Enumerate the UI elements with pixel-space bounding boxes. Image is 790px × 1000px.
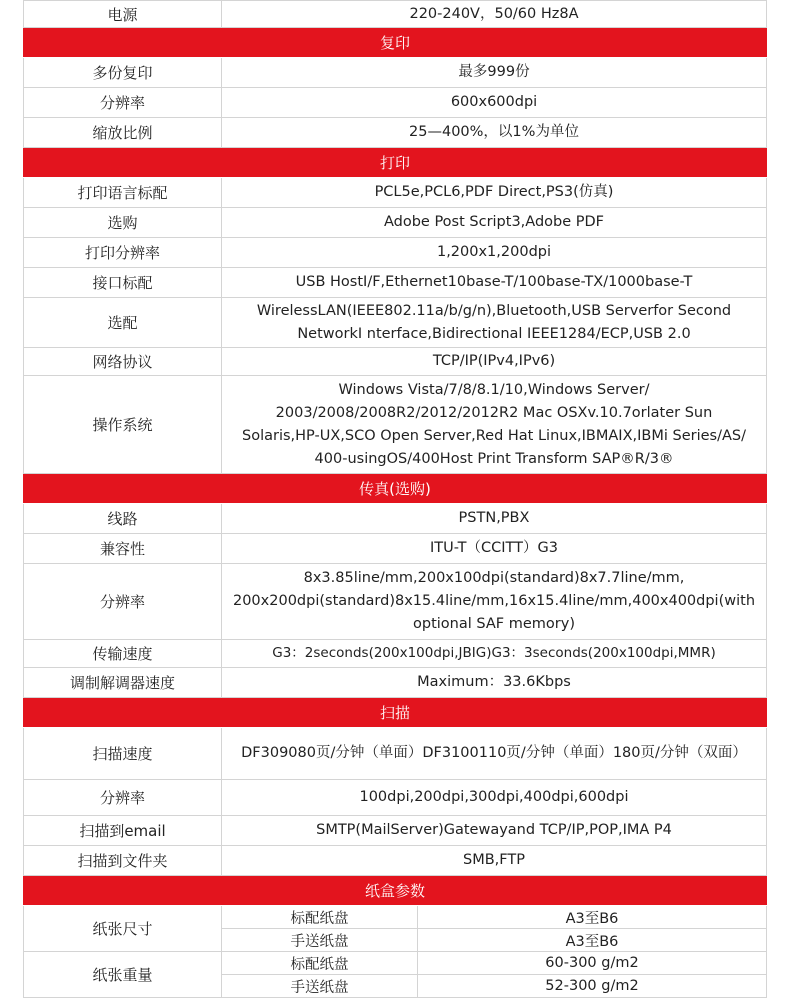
row-label: 扫描到文件夹 xyxy=(23,846,222,875)
spec-row-print-lang xyxy=(23,178,767,208)
tray-value: 60-300 g/m2 xyxy=(417,952,766,974)
row-label: 调制解调器速度 xyxy=(23,668,222,697)
row-label: 扫描速度 xyxy=(23,728,222,779)
section-header-scan: 扫描 xyxy=(23,698,767,728)
tray-value: 52-300 g/m2 xyxy=(417,975,766,997)
tray-name: 标配纸盘 xyxy=(290,956,349,973)
row-value: PCL5e,PCL6,PDF Direct,PS3(仿真) xyxy=(222,178,767,207)
spec-row-print-resolution xyxy=(23,238,767,268)
spec-row-scan-email xyxy=(23,816,767,846)
spec-row-compat xyxy=(23,534,767,564)
spec-row-scan-speed xyxy=(23,728,767,780)
row-value: Adobe Post Script3,Adobe PDF xyxy=(222,208,767,237)
spec-row-paper-weight xyxy=(23,952,767,998)
row-label: 分辨率 xyxy=(23,564,222,639)
spec-row-scan-resolution xyxy=(23,780,767,816)
spec-row-interface-opt xyxy=(23,298,767,348)
sub-table xyxy=(222,906,767,951)
section-header-fax: 传真(选购) xyxy=(23,474,767,504)
spec-row-modem xyxy=(23,668,767,698)
sub-table xyxy=(222,952,767,997)
spec-row-line xyxy=(23,504,767,534)
row-value: SMTP(MailServer)Gatewayand TCP/IP,POP,IMA P4 xyxy=(222,816,767,845)
row-value: 最多999份 xyxy=(222,58,767,87)
spec-row-optional xyxy=(23,208,767,238)
row-label: 多份复印 xyxy=(23,58,222,87)
row-label: 纸张尺寸 xyxy=(23,906,222,951)
tray-value: A3至B6 xyxy=(417,906,766,928)
row-value: USB HostI/F,Ethernet10base-T/100base-TX/1000base-T xyxy=(222,268,767,297)
row-label: 打印分辨率 xyxy=(23,238,222,267)
spec-row-power xyxy=(23,0,767,28)
spec-row-interface-std xyxy=(23,268,767,298)
row-value: 100dpi,200dpi,300dpi,400dpi,600dpi xyxy=(222,780,767,815)
spec-row-scan-folder xyxy=(23,846,767,876)
row-value: 25—400%，以1%为单位 xyxy=(222,118,767,147)
row-label: 打印语言标配 xyxy=(23,178,222,207)
sub-row xyxy=(222,952,766,975)
spec-row-copy-resolution xyxy=(23,88,767,118)
row-label: 操作系统 xyxy=(23,376,222,473)
spec-table xyxy=(23,0,767,998)
spec-row-os xyxy=(23,376,767,474)
row-label: 选配 xyxy=(23,298,222,347)
row-value: Windows Vista/7/8/8.1/10,Windows Server/ 2003/2008/2008R2/2012/2012R2 Mac OSXv.10.7orlater Sun Solaris,HP-UX,SCO Open Server,Red Hat Linux,IBMAIX,IBMi Series/AS/ 400-usingOS/400Host Print Transform SAP®R/3® xyxy=(222,376,767,473)
row-label: 电源 xyxy=(23,1,222,27)
spec-row-zoom xyxy=(23,118,767,148)
row-value: TCP/IP(IPv4,IPv6) xyxy=(222,348,767,375)
row-value: PSTN,PBX xyxy=(222,504,767,533)
row-value: DF309080页/分钟（单面）DF3100110页/分钟（单面）180页/分钟（双面） xyxy=(222,728,767,779)
sub-row xyxy=(222,929,766,951)
spec-row-fax-resolution xyxy=(23,564,767,640)
tray-name: 手送纸盘 xyxy=(290,979,349,996)
sub-row xyxy=(222,975,766,997)
tray-value: A3至B6 xyxy=(417,929,766,951)
row-value: G3：2seconds(200x100dpi,JBIG)G3：3seconds(200x100dpi,MMR) xyxy=(222,640,767,667)
row-value: ITU-T（CCITT）G3 xyxy=(222,534,767,563)
section-header-tray: 纸盒参数 xyxy=(23,876,767,906)
row-label: 传输速度 xyxy=(23,640,222,667)
row-label: 纸张重量 xyxy=(23,952,222,997)
row-label: 线路 xyxy=(23,504,222,533)
row-label: 接口标配 xyxy=(23,268,222,297)
row-label: 选购 xyxy=(23,208,222,237)
row-label: 分辨率 xyxy=(23,780,222,815)
row-label: 兼容性 xyxy=(23,534,222,563)
row-value: 1,200x1,200dpi xyxy=(222,238,767,267)
section-header-copy: 复印 xyxy=(23,28,767,58)
row-value: 220-240V，50/60 Hz8A xyxy=(222,1,767,27)
spec-row-protocol xyxy=(23,348,767,376)
row-label: 分辨率 xyxy=(23,88,222,117)
sub-row xyxy=(222,906,766,929)
spec-row-tx-speed xyxy=(23,640,767,668)
row-value: WirelessLAN(IEEE802.11a/b/g/n),Bluetooth,USB Serverfor Second NetworkI nterface,Bidirectional IEEE1284/ECP,USB 2.0 xyxy=(222,298,767,347)
row-label: 网络协议 xyxy=(23,348,222,375)
tray-name: 标配纸盘 xyxy=(290,910,349,927)
row-label: 扫描到email xyxy=(23,816,222,845)
section-header-print: 打印 xyxy=(23,148,767,178)
row-value: 600x600dpi xyxy=(222,88,767,117)
row-value: Maximum：33.6Kbps xyxy=(222,668,767,697)
tray-name: 手送纸盘 xyxy=(290,933,349,950)
spec-row-paper-size xyxy=(23,906,767,952)
spec-row-multi-copy xyxy=(23,58,767,88)
row-label: 缩放比例 xyxy=(23,118,222,147)
row-value: SMB,FTP xyxy=(222,846,767,875)
row-value: 8x3.85line/mm,200x100dpi(standard)8x7.7line/mm, 200x200dpi(standard)8x15.4line/mm,16x15.4line/mm,400x400dpi(with optional SAF memory) xyxy=(222,564,767,639)
